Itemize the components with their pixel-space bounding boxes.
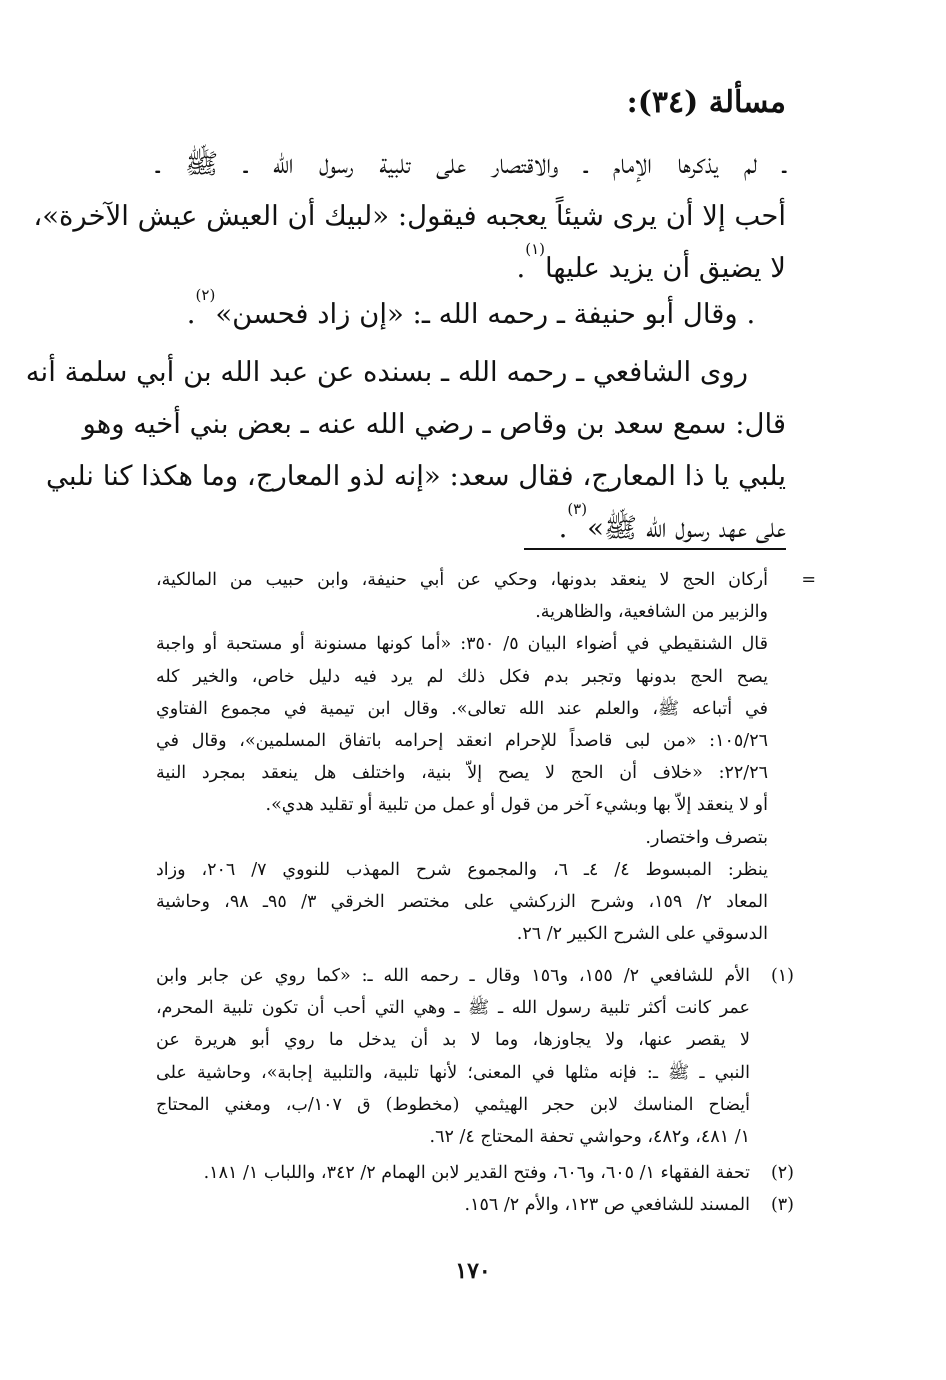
footnote-line: أركان الحج لا ينعقد بدونها، وحكي عن أبي حنيفة، وابن حبيب من المالكية، xyxy=(156,570,768,590)
footnote-line: المعاد ٢/ ١٥٩، وشرح الزركشي على مختصر الخرقي ٣/ ٩٥ـ ٩٨، وحاشية xyxy=(156,891,768,912)
main-line xyxy=(156,242,786,294)
footnote-line: يصح الحج بدونها وتجبر بدم فكل ذلك لم يرد فيه دليل خاص، والخير كله xyxy=(156,666,768,687)
footnote-marker-1: (١) xyxy=(770,966,794,986)
sentence-end: . xyxy=(516,252,526,284)
main-line: يلبي يا ذا المعارج، فقال سعد: «إنه لذو المعارج، وما هكذا كنا نلبي xyxy=(45,460,786,492)
main-paragraph-2 xyxy=(156,288,786,340)
footnote-line: النبي ـ ﷺ ـ: فإنه مثلها في المعنى؛ لأنها تلبية، والتلبية إجابة»، وحاشية على xyxy=(156,1062,750,1083)
footnote-line: ٢٢/٢٦: «خلاف أن الحج لا يصح إلاّ بنية، واختلف هل ينعقد بمجرد النية xyxy=(156,763,768,784)
footnote-line: لا يقصر عنها، ولا يجاوزها، وما لا بد أن يدخل ما روي أبو هريرة عن xyxy=(156,1030,750,1051)
footnote-line: الأم للشافعي ٢/ ١٥٥، و١٥٦ وقال ـ رحمه الله ـ: «كما روي عن جابر وابن xyxy=(156,966,750,986)
main-line: أحب إلا أن يرى شيئاً يعجبه فيقول: «لبيك أن العيش عيش الآخرة»، xyxy=(33,200,786,232)
footnote-line: المسند للشافعي ص ١٢٣، والأم ٢/ ١٥٦. xyxy=(464,1195,750,1215)
footnote-separator xyxy=(524,548,786,550)
issue-heading: مسألة (٣٤): xyxy=(626,85,786,120)
footnote-line: عمر كانت أكثر تلبية رسول الله ـ ﷺ ـ وهي التي أحب أن تكون تلبية المحرم، xyxy=(156,998,750,1019)
footnote-line: الدسوقي على الشرح الكبير ٢/ ٢٦. xyxy=(516,924,768,945)
footnote-line: تحفة الفقهاء ١/ ٦٠٥، و٦٠٦، وفتح القدير لابن الهمام ٢/ ٣٤٢، واللباب ١/ ١٨١. xyxy=(203,1163,750,1183)
footnote-continuation xyxy=(156,564,768,950)
footnote-ref-3: (٣) xyxy=(567,500,588,518)
main-line-text: لا يضيق أن يزيد عليها xyxy=(544,252,786,284)
main-line: قال: سمع سعد بن وقاص ـ رضي الله عنه ـ بعض بني أخيه وهو xyxy=(82,408,786,440)
footnote-3 xyxy=(156,1189,750,1221)
footnote-marker-3: (٣) xyxy=(770,1195,794,1215)
main-line xyxy=(156,502,786,554)
footnote-line: والزبير من الشافعية، والظاهرية. xyxy=(535,602,768,623)
footnote-line: ١/ ٤٨١، و٤٨٢، وحواشي تحفة المحتاج ٤/ ٦٢. xyxy=(429,1126,750,1147)
sentence-end: . xyxy=(558,512,568,544)
page-number: ١٧٠ xyxy=(455,1258,491,1284)
footnote-line: في أتباعه ﷺ، والعلم عند الله تعالى». وقال ابن تيمية في مجموع الفتاوي xyxy=(156,698,768,719)
main-paragraph-1 xyxy=(33,138,786,294)
footnote-line: قال الشنقيطي في أضواء البيان ٥/ ٣٥٠: «أما كونها مسنونة أو مستحبة أو واجبة xyxy=(156,634,768,655)
footnote-ref-2: (٢) xyxy=(195,286,216,304)
main-line-text: على عهد رسول الله ﷺ» xyxy=(587,512,786,544)
footnote-2 xyxy=(156,1157,750,1189)
footnote-1 xyxy=(156,960,750,1153)
footnote-line: بتصرف واختصار. xyxy=(645,827,768,848)
footnote-line: أيضاح المناسك لابن حجر الهيثمي (مخطوط) ق ١٠٧/ب، ومغني المحتاج xyxy=(156,1094,750,1115)
footnote-marker-2: (٢) xyxy=(770,1163,794,1183)
main-paragraph-3 xyxy=(25,346,786,554)
footnote-line: ينظر: المبسوط ٤/ ٤ـ ٦، والمجموع شرح المهذب للنووي ٧/ ٢٠٦، وزاد xyxy=(156,859,768,880)
main-line-text: وقال أبو حنيفة ـ رحمه الله ـ: «إن زاد فحسن» xyxy=(215,298,738,330)
continuation-marker: = xyxy=(801,570,816,590)
main-line: ـ لم يذكرها الإمام ـ والاقتصار على تلبية رسول الله ـ ﷺ ـ xyxy=(156,148,786,180)
footnote-line: أو لا ينعقد إلاّ بها وبشيء آخر من قول أو عمل من تلبية أو تقليد هدي». xyxy=(265,795,768,816)
footnote-line: ١٠٥/٢٦: «من لبى قاصداً للإحرام انعقد إحرامه باتفاق المسلمين»، وقال في xyxy=(156,730,768,751)
main-line: . وقال أبو حنيفة ـ رحمه الله ـ: «إن زاد فحسن»$^{(٢)}$. xyxy=(186,286,756,330)
footnote-ref-1: (١) xyxy=(525,240,545,258)
main-line: روى الشافعي ـ رحمه الله ـ بسنده عن عبد الله بن أبي سلمة أنه xyxy=(25,356,748,388)
